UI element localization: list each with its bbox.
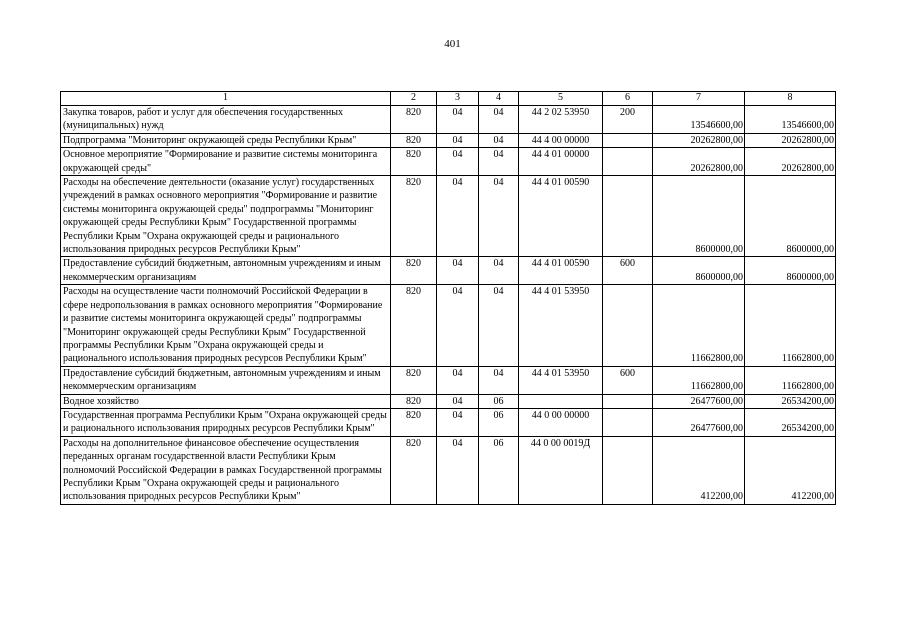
- row-section-cell: 04: [437, 148, 479, 176]
- row-target-article-cell: 44 4 01 53950: [519, 366, 603, 394]
- page-number: 401: [444, 38, 461, 50]
- row-code-admin-cell: 820: [391, 106, 437, 134]
- row-expense-type-cell: [603, 133, 653, 147]
- row-section-cell: 04: [437, 285, 479, 366]
- row-amount-year2-cell: 20262800,00: [745, 148, 836, 176]
- row-amount-year1-cell: 20262800,00: [653, 133, 745, 147]
- row-expense-type-cell: [603, 148, 653, 176]
- row-amount-year2-cell: 8600000,00: [745, 257, 836, 285]
- row-amount-year2-cell: 26534200,00: [745, 408, 836, 436]
- row-subsection-cell: 04: [479, 176, 519, 257]
- table-row: [61, 285, 836, 366]
- row-target-article-cell: 44 4 01 00590: [519, 257, 603, 285]
- budget-table: [60, 91, 836, 505]
- row-expense-type-cell: 200: [603, 106, 653, 134]
- row-section-cell: 04: [437, 408, 479, 436]
- row-subsection-cell: 04: [479, 257, 519, 285]
- header-cell: 3: [437, 92, 479, 106]
- table-row: [61, 408, 836, 436]
- header-cell: 2: [391, 92, 437, 106]
- row-section-cell: 04: [437, 176, 479, 257]
- row-amount-year2-cell: 8600000,00: [745, 176, 836, 257]
- row-amount-year2-cell: 26534200,00: [745, 394, 836, 408]
- row-name-cell: Расходы на осуществление части полномочий Российской Федерации в сфере недропользования в рамках основного мероприятия "Формирование и развитие системы мониторинга окружающей среды" подпрограммы "Мониторинг окружающей среды Республики Крым" Государственной программы Республики Крым "Охрана окружающей среды и рационального использования природных ресурсов Республики Крым": [61, 285, 391, 366]
- row-expense-type-cell: [603, 176, 653, 257]
- row-target-article-cell: 44 0 00 0019Д: [519, 436, 603, 504]
- row-amount-year2-cell: 11662800,00: [745, 366, 836, 394]
- row-amount-year1-cell: 20262800,00: [653, 148, 745, 176]
- row-code-admin-cell: 820: [391, 394, 437, 408]
- row-name-cell: Закупка товаров, работ и услуг для обеспечения государственных (муниципальных) нужд: [61, 106, 391, 134]
- table-row: [61, 133, 836, 147]
- row-name-cell: Государственная программа Республики Крым "Охрана окружающей среды и рационального использования природных ресурсов Республики Крым": [61, 408, 391, 436]
- row-amount-year1-cell: 8600000,00: [653, 257, 745, 285]
- row-amount-year1-cell: 11662800,00: [653, 366, 745, 394]
- row-target-article-cell: 44 4 01 00590: [519, 176, 603, 257]
- row-target-article-cell: 44 0 00 00000: [519, 408, 603, 436]
- row-subsection-cell: 04: [479, 366, 519, 394]
- row-amount-year2-cell: 20262800,00: [745, 133, 836, 147]
- table-row: [61, 176, 836, 257]
- table-row: [61, 394, 836, 408]
- table-header-row: [61, 92, 836, 106]
- row-name-cell: Подпрограмма "Мониторинг окружающей среды Республики Крым": [61, 133, 391, 147]
- row-code-admin-cell: 820: [391, 176, 437, 257]
- row-subsection-cell: 04: [479, 106, 519, 134]
- row-amount-year2-cell: 13546600,00: [745, 106, 836, 134]
- table-row: [61, 106, 836, 134]
- row-amount-year1-cell: 11662800,00: [653, 285, 745, 366]
- header-cell: 8: [745, 92, 836, 106]
- row-subsection-cell: 06: [479, 408, 519, 436]
- row-amount-year1-cell: 8600000,00: [653, 176, 745, 257]
- row-subsection-cell: 04: [479, 133, 519, 147]
- row-expense-type-cell: 600: [603, 257, 653, 285]
- row-amount-year2-cell: 11662800,00: [745, 285, 836, 366]
- row-name-cell: Расходы на обеспечение деятельности (оказание услуг) государственных учреждений в рамках основного мероприятия "Формирование и развитие системы мониторинга окружающей среды" подпрограммы "Мониторинг окружающей среды Республики Крым" Государственной программы Республики Крым "Охрана окружающей среды и рационального использования природных ресурсов Республики Крым": [61, 176, 391, 257]
- row-amount-year1-cell: 13546600,00: [653, 106, 745, 134]
- row-amount-year1-cell: 412200,00: [653, 436, 745, 504]
- table-row: [61, 436, 836, 504]
- row-code-admin-cell: 820: [391, 366, 437, 394]
- row-subsection-cell: 04: [479, 148, 519, 176]
- header-cell: 4: [479, 92, 519, 106]
- row-subsection-cell: 04: [479, 285, 519, 366]
- row-code-admin-cell: 820: [391, 148, 437, 176]
- row-target-article-cell: 44 4 01 53950: [519, 285, 603, 366]
- table-row: [61, 257, 836, 285]
- row-target-article-cell: 44 4 01 00000: [519, 148, 603, 176]
- row-subsection-cell: 06: [479, 394, 519, 408]
- row-code-admin-cell: 820: [391, 408, 437, 436]
- row-amount-year1-cell: 26477600,00: [653, 394, 745, 408]
- row-subsection-cell: 06: [479, 436, 519, 504]
- row-name-cell: Расходы на дополнительное финансовое обеспечение осуществления переданных органам государственной власти Республики Крым полномочий Российской Федерации в рамках Государственной программы Республики Крым "Охрана окружающей среды и рационального использования природных ресурсов Республики Крым": [61, 436, 391, 504]
- row-section-cell: 04: [437, 394, 479, 408]
- row-name-cell: Предоставление субсидий бюджетным, автономным учреждениям и иным некоммерческим организациям: [61, 366, 391, 394]
- header-cell: 6: [603, 92, 653, 106]
- header-cell: 5: [519, 92, 603, 106]
- row-amount-year2-cell: 412200,00: [745, 436, 836, 504]
- row-expense-type-cell: [603, 285, 653, 366]
- row-section-cell: 04: [437, 133, 479, 147]
- row-name-cell: Водное хозяйство: [61, 394, 391, 408]
- row-code-admin-cell: 820: [391, 257, 437, 285]
- header-cell: 7: [653, 92, 745, 106]
- row-target-article-cell: 44 2 02 53950: [519, 106, 603, 134]
- row-section-cell: 04: [437, 436, 479, 504]
- row-section-cell: 04: [437, 257, 479, 285]
- row-code-admin-cell: 820: [391, 436, 437, 504]
- row-code-admin-cell: 820: [391, 285, 437, 366]
- row-expense-type-cell: 600: [603, 366, 653, 394]
- row-expense-type-cell: [603, 394, 653, 408]
- row-name-cell: Предоставление субсидий бюджетным, автономным учреждениям и иным некоммерческим организациям: [61, 257, 391, 285]
- row-name-cell: Основное мероприятие "Формирование и развитие системы мониторинга окружающей среды": [61, 148, 391, 176]
- table-row: [61, 148, 836, 176]
- row-code-admin-cell: 820: [391, 133, 437, 147]
- row-target-article-cell: [519, 394, 603, 408]
- row-section-cell: 04: [437, 366, 479, 394]
- row-section-cell: 04: [437, 106, 479, 134]
- row-target-article-cell: 44 4 00 00000: [519, 133, 603, 147]
- table-row: [61, 366, 836, 394]
- row-expense-type-cell: [603, 408, 653, 436]
- row-amount-year1-cell: 26477600,00: [653, 408, 745, 436]
- header-cell: 1: [61, 92, 391, 106]
- row-expense-type-cell: [603, 436, 653, 504]
